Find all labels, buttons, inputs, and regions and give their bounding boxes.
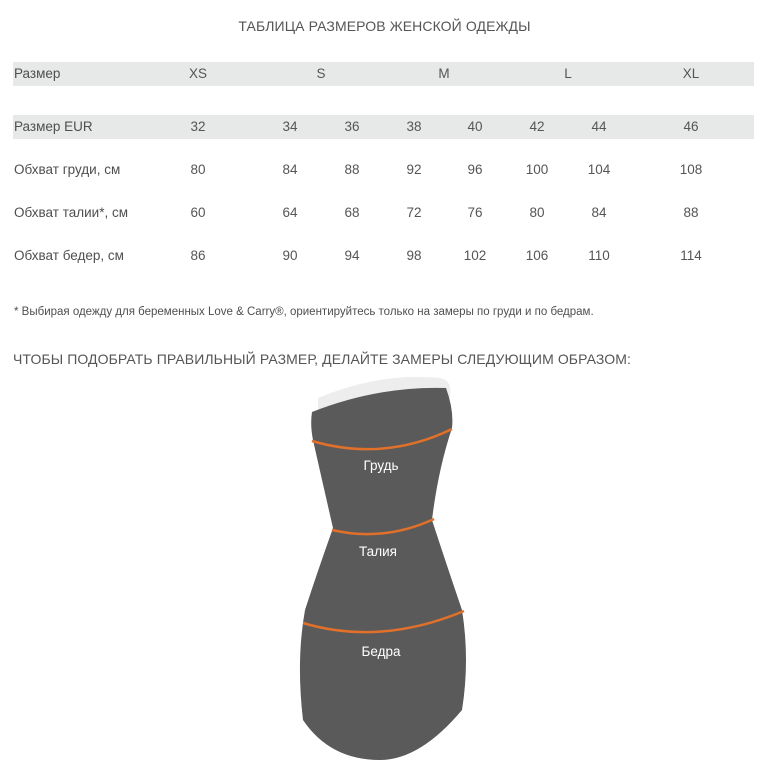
eur-cell: 38 [406, 119, 422, 134]
footnote: * Выбирая одежду для беременных Love & Carry®, ориентируйтесь только на замеры по груди и по бедрам. [14, 306, 594, 318]
waist-cell: 76 [467, 205, 483, 220]
waist-cell: 72 [406, 205, 422, 220]
dress-measurement-figure [0, 370, 769, 764]
waist-label: Талия [359, 544, 397, 559]
chest-row-label: Обхват груди, см [14, 162, 121, 177]
size-xl: XL [682, 66, 700, 81]
size-l: L [564, 66, 572, 81]
eur-row [13, 115, 754, 139]
waist-cell: 88 [683, 205, 699, 220]
chest-cell: 80 [190, 162, 206, 177]
chest-cell: 108 [679, 162, 703, 177]
hips-cell: 98 [406, 248, 422, 263]
hips-cell: 114 [680, 248, 702, 263]
size-s: S [316, 66, 326, 81]
hips-cell: 110 [588, 248, 610, 263]
waist-cell: 84 [591, 205, 607, 220]
eur-cell: 46 [683, 119, 699, 134]
size-row-label: Размер [14, 66, 61, 81]
hips-label: Бедра [361, 644, 401, 659]
eur-cell: 40 [467, 119, 483, 134]
eur-cell: 32 [190, 119, 206, 134]
hips-cell: 106 [525, 248, 549, 263]
chest-cell: 100 [525, 162, 549, 177]
page-title: ТАБЛИЦА РАЗМЕРОВ ЖЕНСКОЙ ОДЕЖДЫ [238, 18, 531, 34]
eur-cell: 44 [591, 119, 607, 134]
hips-cell: 102 [463, 248, 487, 263]
chest-cell: 92 [406, 162, 422, 177]
eur-row-label: Размер EUR [14, 119, 93, 134]
waist-cell: 64 [282, 205, 298, 220]
chest-label: Грудь [363, 458, 399, 473]
measurement-instructions-title: ЧТОБЫ ПОДОБРАТЬ ПРАВИЛЬНЫЙ РАЗМЕР, ДЕЛАЙТЕ ЗАМЕРЫ СЛЕДУЮЩИМ ОБРАЗОМ: [13, 351, 632, 367]
hips-row [13, 244, 754, 268]
waist-cell: 68 [344, 205, 360, 220]
waist-cell: 80 [529, 205, 545, 220]
hips-cell: 90 [282, 248, 298, 263]
size-xs: XS [188, 66, 207, 81]
chest-row [13, 158, 754, 182]
hips-cell: 94 [344, 248, 360, 263]
eur-cell: 34 [282, 119, 298, 134]
chest-cell: 96 [467, 162, 483, 177]
size-row [13, 62, 754, 86]
chest-cell: 84 [282, 162, 298, 177]
waist-row [13, 201, 754, 225]
waist-row-label: Обхват талии*, см [14, 205, 128, 220]
size-m: M [438, 66, 450, 81]
eur-cell: 36 [344, 119, 360, 134]
waist-cell: 60 [190, 205, 206, 220]
hips-row-label: Обхват бедер, см [14, 248, 124, 263]
eur-cell: 42 [529, 119, 545, 134]
chest-cell: 88 [344, 162, 360, 177]
chest-cell: 104 [587, 162, 611, 177]
hips-cell: 86 [190, 248, 206, 263]
